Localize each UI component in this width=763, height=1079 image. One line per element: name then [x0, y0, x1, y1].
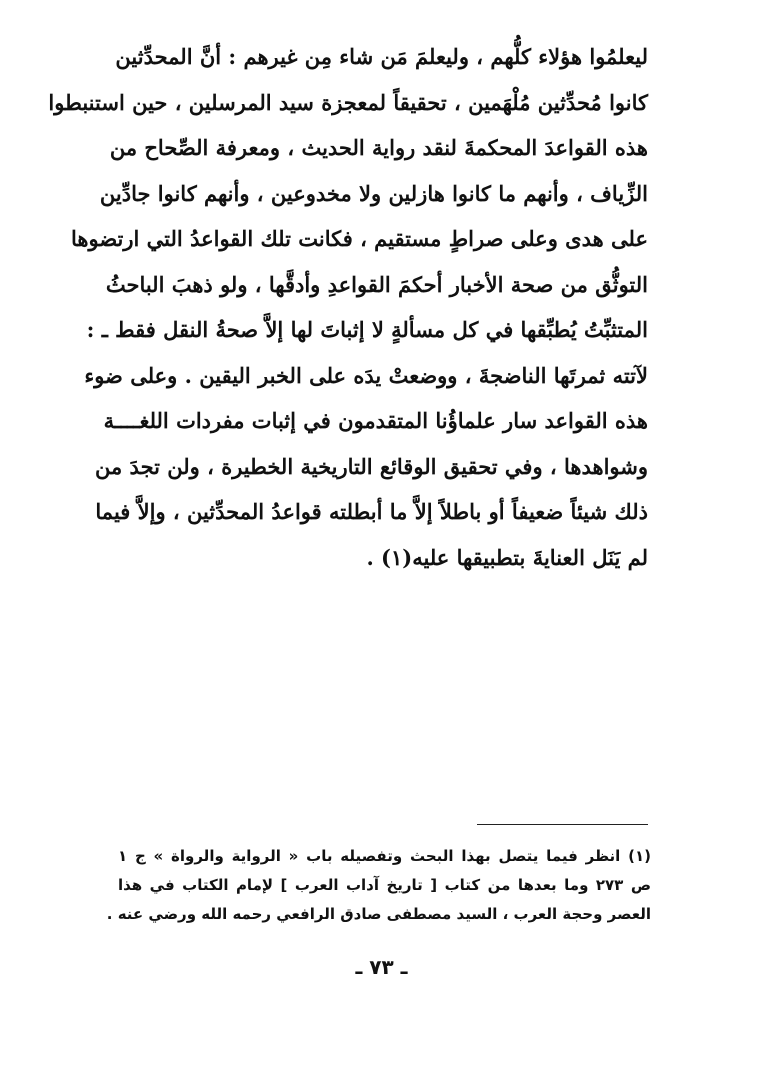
text-line: وشواهدها ، وفي تحقيق الوقائع التاريخية الخطيرة ، ولن تجدَ من	[95, 453, 648, 479]
text-line: الزِّياف ، وأنهم ما كانوا هازلين ولا مخدوعين ، وأنهم كانوا جادِّين	[99, 180, 648, 206]
main-text-block	[48, 34, 648, 580]
page-number: ـ ٧٣ ـ	[355, 955, 408, 979]
text-line: لم يَنَل العنايةَ بتطبيقها عليه(١) .	[366, 544, 648, 570]
text-line: المتثبِّتُ يُطبِّقها في كل مسألةٍ لا إثباتَ لها إلاَّ صحةُ النقل فقط ـ :	[86, 317, 648, 342]
text-line: هذه القواعدَ المحكمةَ لنقد رواية الحديث ، ومعرفة الصِّحاح من	[109, 135, 648, 160]
footnote-line: ص ٢٧٣ وما بعدها من كتاب [ تاريخ آداب العرب ] لإمام الكتاب في هذا	[118, 876, 651, 894]
text-line: هذه القواعد سار علماؤُنا المتقدمون في إثبات مفردات اللغــــة	[103, 408, 648, 433]
footnote-divider	[477, 824, 648, 825]
text-line: كانوا مُحدِّثين مُلْهَمين ، تحقيقاً لمعجزة سيد المرسلين ، حين استنبطوا	[48, 89, 648, 115]
text-line: ذلك شيئاً ضعيفاً أو باطلاً إلاَّ ما أبطلته قواعدُ المحدِّثين ، وإلاَّ فيما	[95, 499, 648, 524]
text-line: ليعلمُوا هؤلاء كلُّهم ، وليعلمَ مَن شاء مِن غيرهم : أنَّ المحدِّثين	[115, 44, 648, 69]
footnote-block	[106, 842, 651, 929]
text-line: على هدى وعلى صراطٍ مستقيم ، فكانت تلك القواعدُ التي ارتضوها	[71, 226, 648, 251]
text-line: التوثُّق من صحة الأخبار أحكمَ القواعدِ وأدقَّها ، ولو ذهبَ الباحثُ	[105, 271, 648, 297]
footnote-line: (١) انظر فيما يتصل بهذا البحث وتفصيله باب « الرواية والرواة » ج ١	[118, 847, 651, 865]
footnote-line: العصر وحجة العرب ، السيد مصطفى صادق الرافعي رحمه الله ورضي عنه .	[106, 905, 651, 923]
text-line: لآتته ثمرتَها الناضجةَ ، ووضعتْ يدَه على الخبر اليقين . وعلى ضوء	[84, 362, 648, 388]
